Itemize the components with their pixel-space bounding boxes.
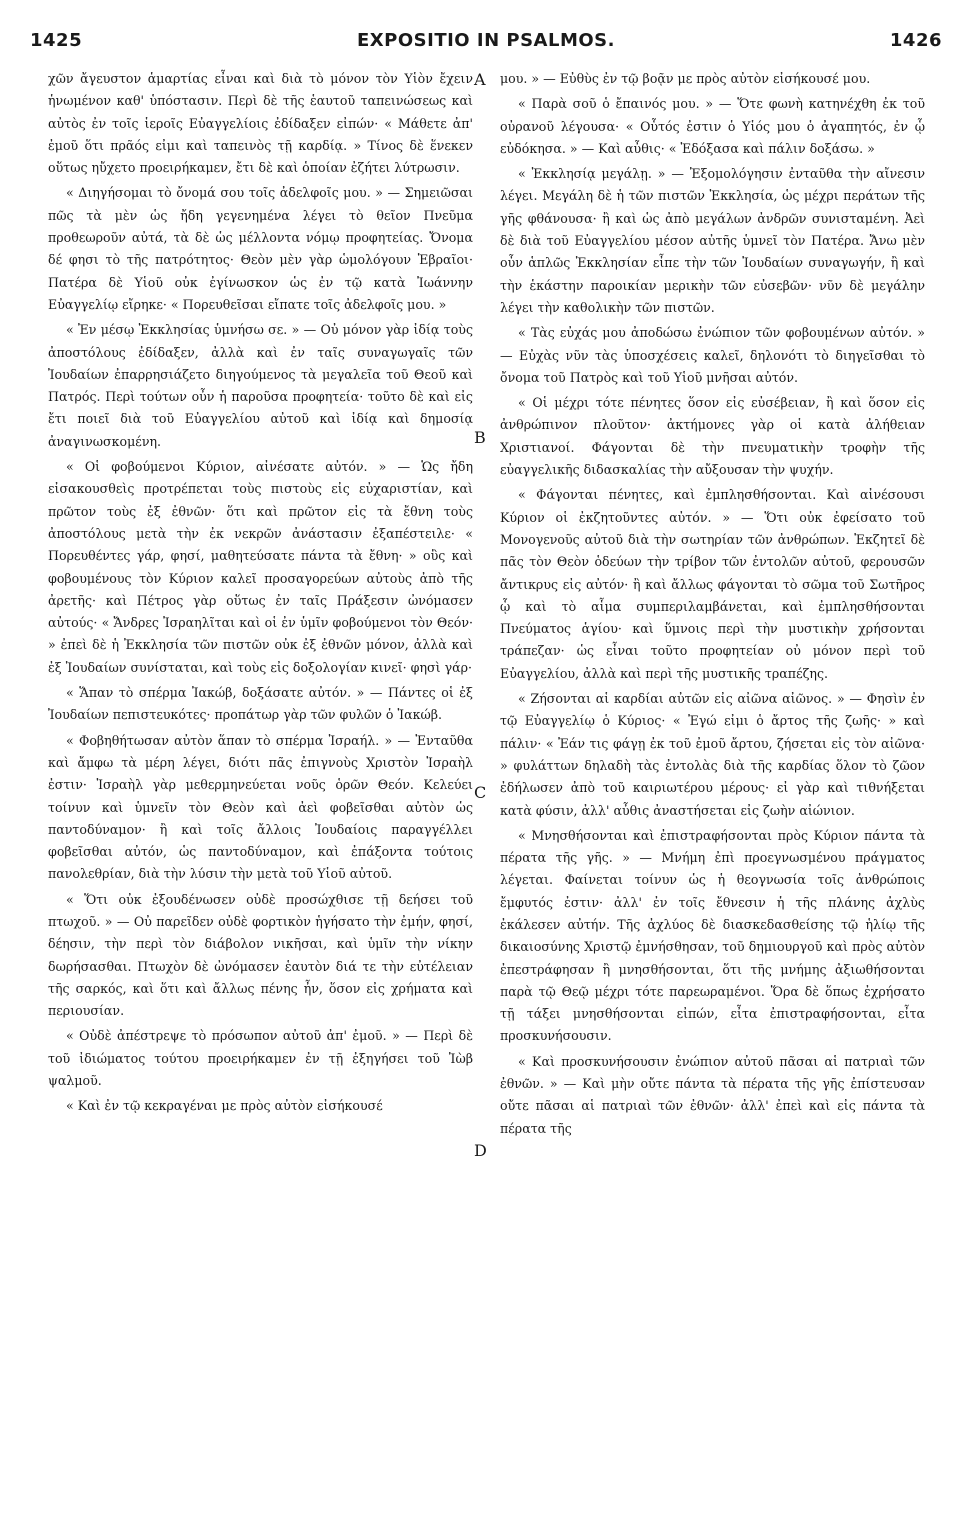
margin-letter-d: D [474, 1141, 487, 1160]
paragraph: « Ἐκκλησίᾳ μεγάλῃ. » — Ἐξομολόγησιν ἐνταῦθα τὴν αἴνεσιν λέγει. Μεγάλη δὲ ἡ τῶν πιστῶν Ἐκκλησία, ὡς μέχρι περάτων τῆς γῆς φθάνουσα· ἢ καὶ ὡς ἀπὸ μεγάλων ἀνδρῶν συνισταμένη. Ἀεὶ δὲ διὰ τοῦ Εὐαγγελίου μέσον αὐτῆς ὑμνεῖ τὸν Πατέρα. Ἄνω μὲν οὖν ἁπλῶς Ἐκκλησίαν εἶπε τὴν τῶν Ἰουδαίων συναγωγήν, ἢ καὶ τὴν ἑκάστην παροικίαν μερικὴν τῶν εὐσεβῶν· νῦν δὲ μεγάλην λέγει τὴν καθολικὴν τῶν πιστῶν. [500, 166, 925, 315]
paragraph: « Διηγήσομαι τὸ ὄνομά σου τοῖς ἀδελφοῖς μου. » — Σημειῶσαι πῶς τὰ μὲν ὡς ἤδη γεγενημένα λέγει τὸ θεῖον Πνεῦμα προθεωροῦν αὐτά, τὰ δὲ ὡς μέλλοντα νόμῳ προφητείας. Ὄνομα δέ φησι τὸ τῆς πατρότητος· Θεὸν μὲν γὰρ ὡμολόγουν Ἑβραῖοι· Πατέρα δὲ Υἱοῦ οὐκ ἐγίνωσκον ὡς ἐν τῷ κατὰ Ἰωάννην Εὐαγγελίῳ εἴρηκε· « Πορευθεῖσαι εἴπατε τοῖς ἀδελφοῖς μου. » [48, 185, 473, 312]
paragraph: « Φάγονται πένητες, καὶ ἐμπλησθήσονται. Καὶ αἰνέσουσι Κύριον οἱ ἐκζητοῦντες αὐτόν. » — Ὅτι οὐκ ἐφείσατο τοῦ Μονογενοῦς αὐτοῦ διὰ τὴν σωτηρίαν τῶν ἀνθρώπων. Ἐκζητεῖ δὲ πᾶς τὸν Θεὸν ὁδεύων τὴν τρίβον τῶν ἐντολῶν αὐτοῦ, φερουσῶν ἄντικρυς εἰς αὐτόν· ἢ καὶ ἄλλως φάγονται τὸ σῶμα τοῦ Σωτῆρος ᾧ καὶ τὸ αἷμα συμπεριλαμβάνεται, καὶ ἐμπλησθήσονται Πνεύματος ἁγίου· καὶ ὕμνοις περὶ τὴν μυστικὴν χρήσονται τράπεζαν· ὡς εἶναι τοῦτο προφητείαν οὐ μόνον περὶ τοῦ Εὐαγγελίου, ἀλλὰ καὶ περὶ τῆς μυστικῆς τραπέζης. [500, 487, 925, 681]
paragraph: « Καὶ προσκυνήσουσιν ἐνώπιον αὐτοῦ πᾶσαι αἱ πατριαὶ τῶν ἐθνῶν. » — Καὶ μὴν οὔτε πάντα τὰ πέρατα τῆς γῆς ἐπίστευσαν οὔτε πᾶσαι αἱ πατριαὶ τῶν ἐθνῶν· ἀλλ' ἐπεὶ καὶ εἰς πάντα τὰ πέρατα τῆς [500, 1053, 925, 1136]
margin-letter-a: A [474, 70, 486, 89]
paragraph: « Τὰς εὐχάς μου ἀποδώσω ἐνώπιον τῶν φοβουμένων αὐτόν. » — Εὐχὰς νῦν τὰς ὑποσχέσεις καλεῖ, δηλονότι τὸ διηγεῖσθαι τὸ ὄνομα τοῦ Πατρὸς καὶ τοῦ Υἱοῦ μνῆσαι αὐτόν. [500, 325, 925, 385]
page-title: EXPOSITIO IN PSALMOS. [357, 30, 615, 51]
margin-letter-c: C [474, 783, 487, 802]
paragraph: « Παρὰ σοῦ ὁ ἔπαινός μου. » — Ὅτε φωνὴ κατηνέχθη ἐκ τοῦ οὐρανοῦ λέγουσα· « Οὗτός ἐστιν ὁ Υἱός μου ὁ ἀγαπητός, ἐν ᾧ εὐδόκησα. » — Καὶ αὖθις· « Ἐδόξασα καὶ πάλιν δοξάσω. » [500, 96, 925, 156]
paragraph: « Μνησθήσονται καὶ ἐπιστραφήσονται πρὸς Κύριον πάντα τὰ πέρατα τῆς γῆς. » — Μνήμη ἐπὶ προεγνωσμένου πράγματος λέγεται. Φαίνεται τοίνυν ὡς ἡ θεογνωσία τοῖς ἀνθρώποις ἔμφυτός ἐστιν· ἀλλ' ἐν τοῖς ἔθνεσιν ἡ τῆς πλάνης ἀχλὺς ἐκάλεσεν αὐτήν. Τῆς ἀχλύος δὲ διασκεδασθείσης τῷ ἡλίῳ τῆς δικαιοσύνης Χριστῷ ἐμνήσθησαν, τοῦ δημιουργοῦ καὶ πρὸς αὐτὸν ἐπεστράφησαν ἢ μνησθήσονται, ὅτι τῆς μνήμης ἀξιωθήσονται παρὰ τῷ Θεῷ μέχρι τότε παρεωραμένοι. Ὅρα δὲ ὅπως ἐχρήσατο τῇ τάξει μνησθήσονται εἰπών, εἶτα ἐπιστραφήσονται, εἶτα προσκυνήσουσιν. [500, 827, 925, 1044]
left-column [48, 68, 473, 1121]
paragraph: « Καὶ ἐν τῷ κεκραγέναι με πρὸς αὐτὸν εἰσήκουσέ [66, 1098, 383, 1114]
paragraph: « Φοβηθήτωσαν αὐτὸν ἅπαν τὸ σπέρμα Ἰσραήλ. » — Ἐνταῦθα καὶ ἄμφω τὰ μέρη λέγει, διότι πᾶς ἐπιγνοὺς Χριστὸν Ἰσραὴλ ἐστιν· Ἰσραὴλ γὰρ μεθερμηνεύεται νοῦς ὁρῶν Θεόν. Κελεύει τοίνυν καὶ ὑμνεῖν τὸν Θεὸν καὶ ἀεὶ φοβεῖσθαι αὐτὸν ὡς παντοδύναμον· ἢ καὶ τοῖς ἄλλοις Ἰουδαίοις παραγγέλλει φοβεῖσθαι αὐτόν, ὡς παντοδύναμον, καὶ ἐπάξοντα τούτοις πανολεθρίαν, διὰ τὴν λύσιν τὴν μετὰ τοῦ Υἱοῦ αὐτοῦ. [48, 732, 473, 882]
paragraph: « Ζήσονται αἱ καρδίαι αὐτῶν εἰς αἰῶνα αἰῶνος. » — Φησὶν ἐν τῷ Εὐαγγελίῳ ὁ Κύριος· « Ἐγώ εἰμι ὁ ἄρτος τῆς ζωῆς· » καὶ πάλιν· « Ἐάν τις φάγῃ ἐκ τοῦ ἐμοῦ ἄρτου, ζήσεται εἰς τὸν αἰῶνα· » φυλάττων δηλαδὴ τὰς ἐντολὰς διὰ τῆς καρδίας ὅλον τὸ ζῶον ἐδήλωσεν ἀπὸ τοῦ καιριωτέρου μέρους· εἰ γὰρ καὶ τιθνήξεται κατὰ φύσιν, ἀλλ' αὖθις ἀναστήσεται εἰς ζωὴν αἰώνιον. [500, 691, 925, 818]
page-number-right: 1426 [889, 30, 942, 51]
paragraph: « Οὐδὲ ἀπέστρεψε τὸ πρόσωπον αὐτοῦ ἀπ' ἐμοῦ. » — Περὶ δὲ τοῦ ἰδιώματος τούτου προειρήκαμεν ἐν τῇ ἐξηγήσει τοῦ Ἰὼβ ψαλμοῦ. [48, 1028, 473, 1089]
paragraph: μου. » — Εὐθὺς ἐν τῷ βοᾷν με πρὸς αὐτὸν εἰσήκουσέ μου. [500, 71, 871, 86]
running-head [30, 30, 942, 60]
paragraph: « Ὅτι οὐκ ἐξουδένωσεν οὐδὲ προσώχθισε τῇ δεήσει τοῦ πτωχοῦ. » — Οὐ παρεῖδεν οὐδὲ φορτικὸν ἡγήσατο τὴν ἐμήν, φησί, δέησιν, τὴν περὶ τὸν διάβολον νικῆσαι, καὶ ὑμῖν τὴν νίκην δωρήσασθαι. Πτωχὸν δὲ ὠνόμασεν ἑαυτὸν διά τε τὴν εὐτέλειαν τῆς σαρκός, καὶ ὅτι καὶ ἄλλως πένης ἦν, ὅσον εἰς χρήματα καὶ περιουσίαν. [48, 891, 473, 1019]
margin-letter-b: B [474, 428, 486, 447]
paragraph: « Οἱ φοβούμενοι Κύριον, αἰνέσατε αὐτόν. » — Ὡς ἤδη εἰσακουσθεὶς προτρέπεται τοὺς πιστοὺς εἰς εὐχαριστίαν, καὶ πρῶτον τοὺς ἐξ ἐθνῶν· ὅτι καὶ πρῶτον εἰς τὰ ἔθνη τοὺς ἀποστόλους μετὰ τὴν ἐκ νεκρῶν ἀνάστασιν ἐξαπέστειλε· « Πορευθέντες γάρ, φησί, μαθητεύσατε πάντα τὰ ἔθνη· » οὓς καὶ φοβουμένους τὸν Κύριον καλεῖ προσαγορεύων αὐτοὺς ἀπὸ τῆς ἀρετῆς· καὶ Πέτρος γὰρ οὕτως ἐν ταῖς Πράξεσιν ὠνόμασεν αὐτούς· « Ἄνδρες Ἰσραηλῖται καὶ οἱ ἐν ὑμῖν φοβούμενοι τὸν Θεόν· » ἐπεὶ δὲ ἡ Ἐκκλησία τῶν πιστῶν οὐκ ἐξ ἐθνῶν μόνον, ἀλλὰ καὶ ἐξ Ἰουδαίων συνίσταται, καὶ τοὺς εἰς δοξολογίαν κινεῖ· φησὶ γάρ· [48, 459, 473, 675]
page-number-left: 1425 [30, 30, 83, 51]
paragraph: « Οἱ μέχρι τότε πένητες ὅσον εἰς εὐσέβειαν, ἢ καὶ ὅσον εἰς ἀνθρώπινον πλοῦτον· ἀκτήμονες γὰρ οἱ κατὰ ἀλήθειαν Χριστιανοί. Φάγονται δὲ τὴν πνευματικὴν τροφὴν τῆς εὐαγγελικῆς διδασκαλίας τὴν αὔξουσαν τὴν ψυχήν. [500, 395, 925, 478]
paragraph: χῶν ἄγευστον ἁμαρτίας εἶναι καὶ διὰ τὸ μόνον τὸν Υἱὸν ἔχειν ἡνωμένον καθ' ὑπόστασιν. Περὶ δὲ τῆς ἑαυτοῦ ταπεινώσεως καὶ αὐτὸς ἐν τοῖς ἱεροῖς Εὐαγγελίοις ἐδίδαξεν εἰπών· « Μάθετε ἀπ' ἐμοῦ ὅτι πρᾶός εἰμι καὶ ταπεινὸς τῇ καρδίᾳ. » Τίνος δὲ ἕνεκεν οὕτως ηὔχετο προειρήκαμεν, ἔτι δὲ καὶ ὁποίαν ἐζήτει λύτρωσιν. [48, 71, 473, 176]
paragraph: « Ἅπαν τὸ σπέρμα Ἰακώβ, δοξάσατε αὐτόν. » — Πάντες οἱ ἐξ Ἰουδαίων πεπιστευκότες· προπάτωρ γὰρ τῶν φυλῶν ὁ Ἰακώβ. [48, 685, 473, 723]
right-column [500, 68, 925, 1143]
paragraph: « Ἐν μέσῳ Ἐκκλησίας ὑμνήσω σε. » — Οὐ μόνον γὰρ ἰδίᾳ τοὺς ἀποστόλους ἐδίδαξεν, ἀλλὰ καὶ ἐν ταῖς συναγωγαῖς τῶν Ἰουδαίων ἐπαρρησιάζετο διηγούμενος τὰ μεγαλεῖα τοῦ Θεοῦ καὶ Πατρός. Περὶ τούτων οὖν ἡ παροῦσα προφητεία· τοῦτο δὲ καὶ εἰς ἔτι ποιεῖ διὰ τοῦ Εὐαγγελίου αὐτοῦ καὶ ἰδίᾳ καὶ δημοσίᾳ ἀναγινωσκομένη. [48, 322, 473, 449]
